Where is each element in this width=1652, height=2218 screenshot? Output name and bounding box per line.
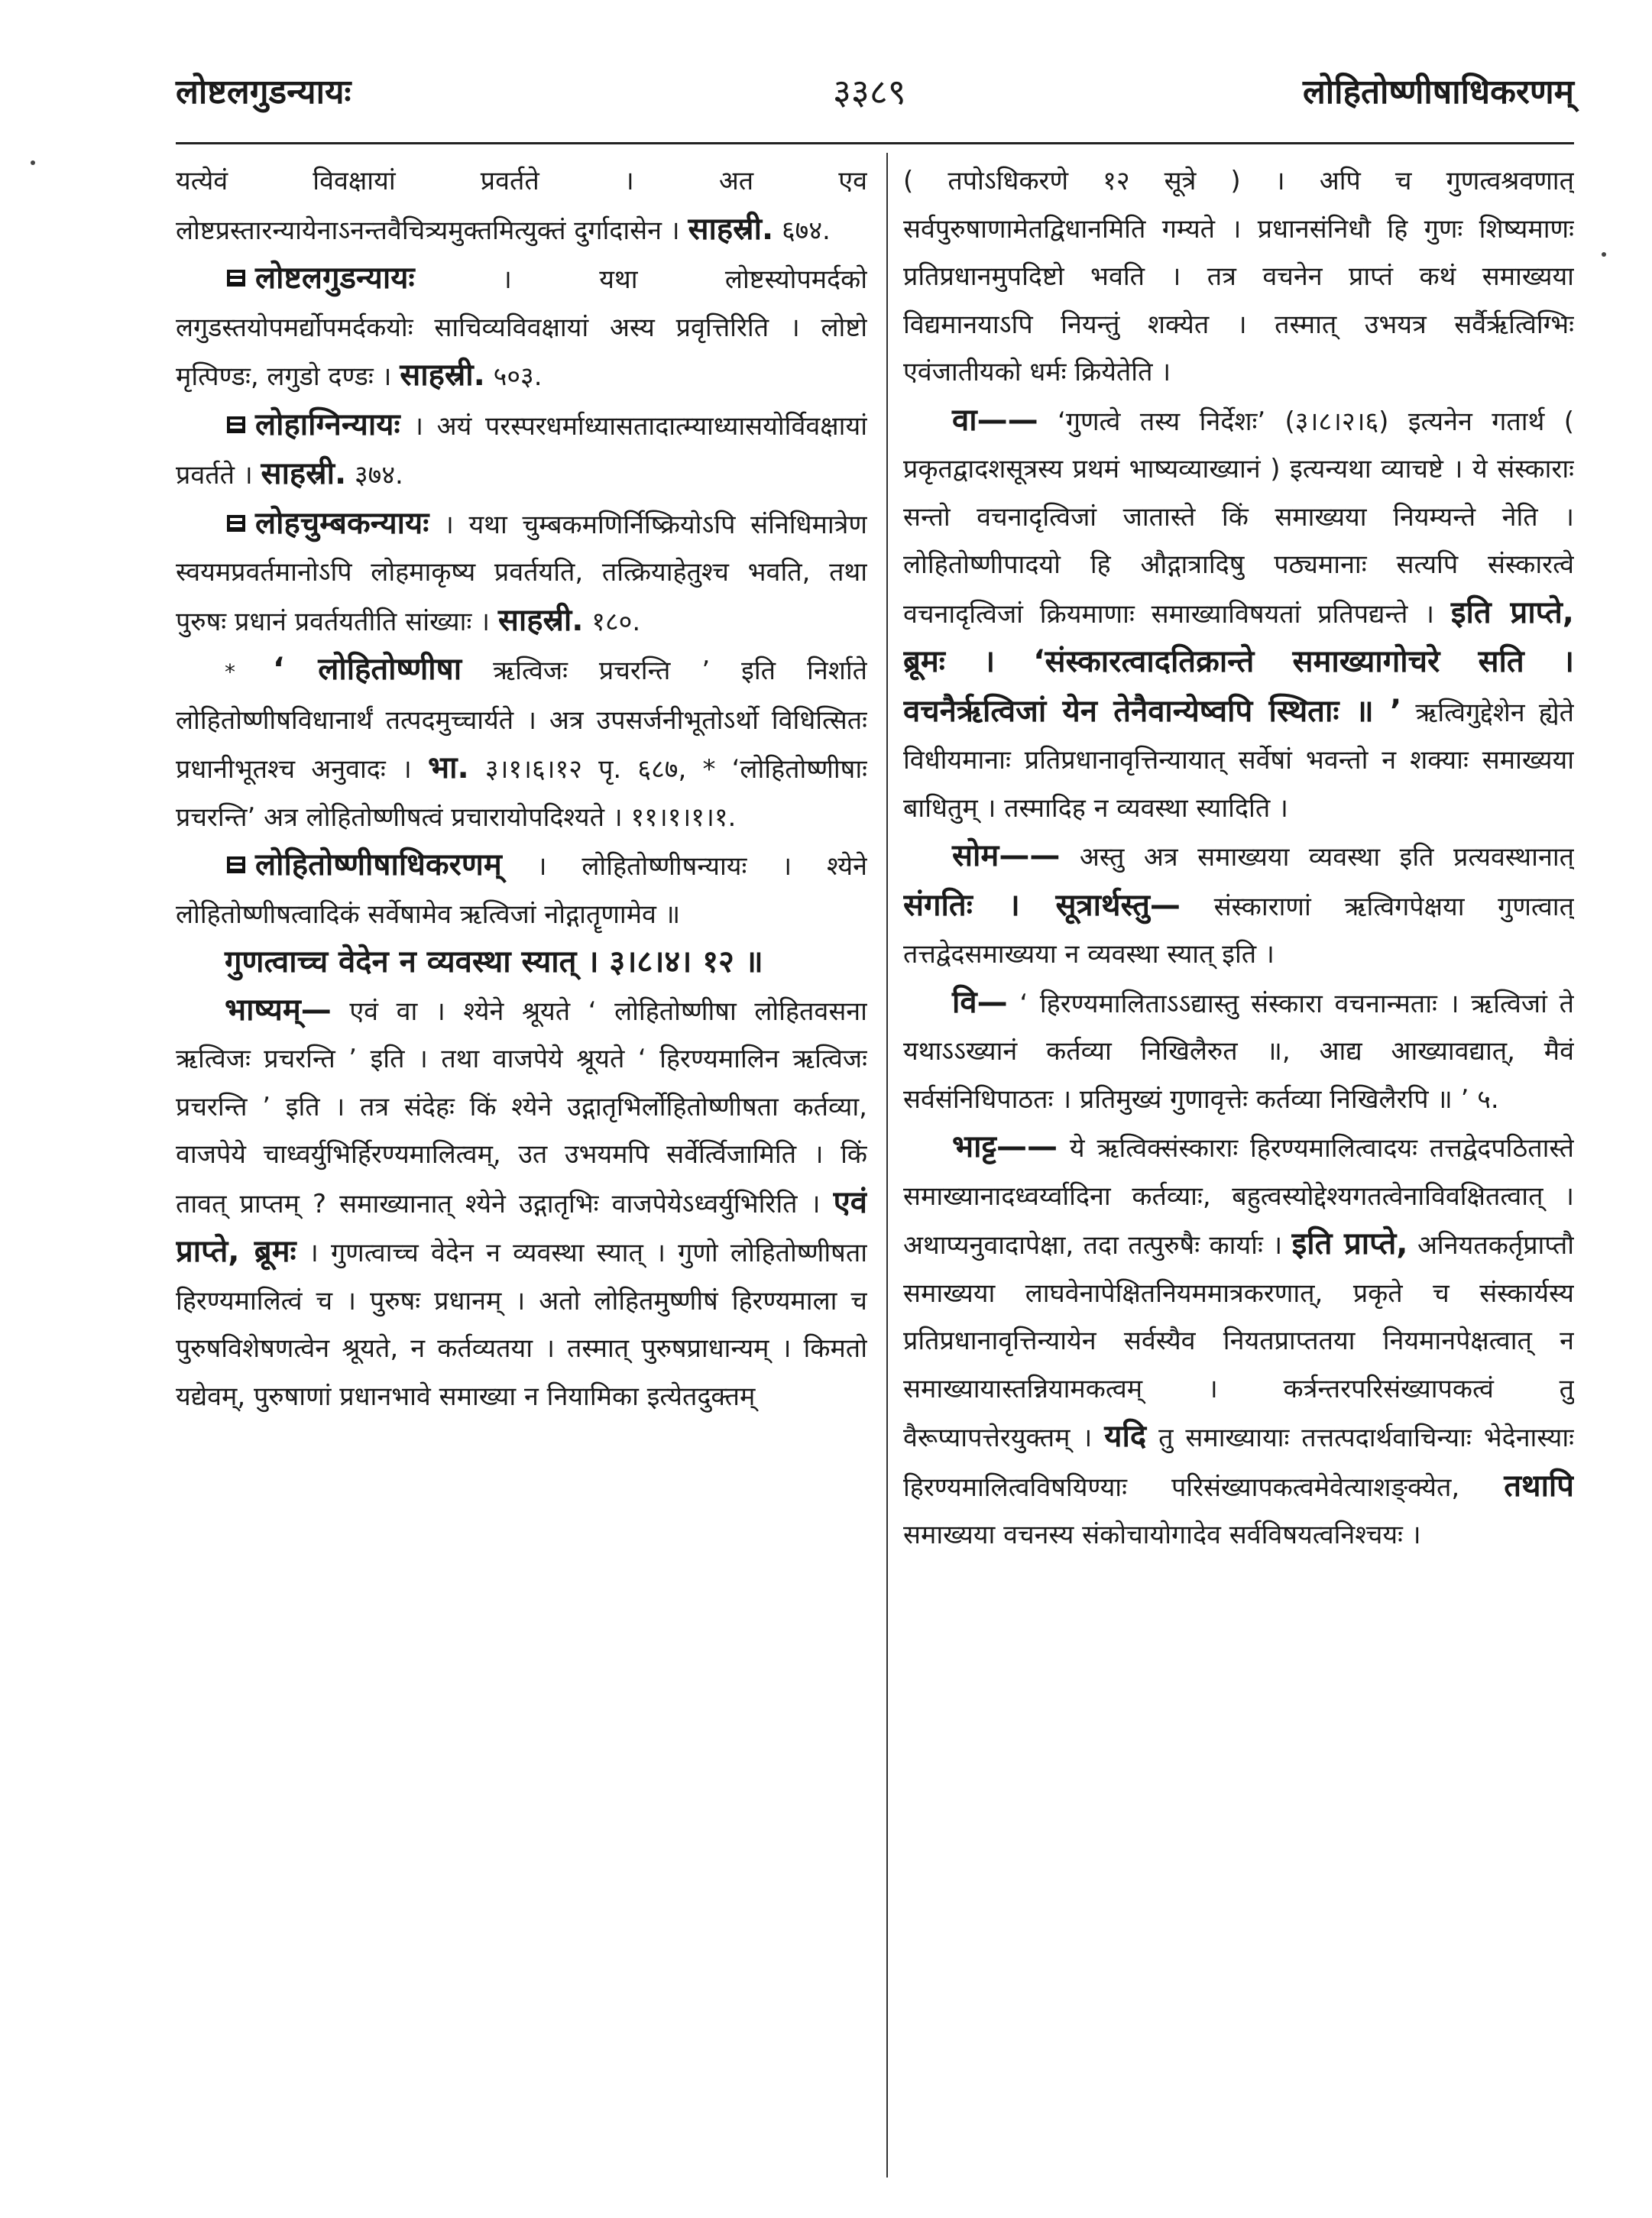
header-left-title: लोष्टलगुडन्यायः [176,73,351,112]
left-column [176,157,867,2174]
paragraph [903,1123,1574,1559]
paragraph [903,979,1574,1124]
text: संस्काराणां ऋत्विगपेक्षया गुणत्वात् तत्तद्वेदसमाख्यया न व्यवस्था स्यात् इति । [903,891,1574,970]
entry-title: लोहचुम्बकन्यायः [255,505,429,541]
text: ऋत्विजः प्रचरन्ति ’ इति निर्शाते लोहितोष्णीषविधानार्थं तत्पदमुच्चार्यते । अत्र उपसर्जनीभूतोऽर्थो विधित्सितः प्रधानीभूतश्च अनुवादः । [176,656,867,785]
entry-title: लोहाग्निन्यायः [255,406,400,442]
text: यत्येवं विवक्षायां प्रवर्तते । अत एव लोष्टप्रस्तारन्यायेनाऽनन्तवैचित्र्यमुक्तमित्युक्तं दुर्गादासेन । [176,166,867,246]
commentary-label: भाष्यम्— [225,992,332,1028]
paragraph [903,832,1574,979]
text: अस्तु अत्र समाख्यया व्यवस्था इति प्रत्यवस्थानात् [1079,842,1574,873]
text: अनियतकर्तृप्राप्तौ समाख्यया लाघवेनापेक्षितनियममात्रकरणात्, प्रकृते च संस्कार्यस्य प्रतिप्रधानावृत्तिन्यायेन सर्वस्यैव नियतप्राप्ततया नियमानपेक्षत्वात् न समाख्यायास्तन्नियामकत्वम् । कर्त्रन्तरपरिसंख्यापकत्वं तु वैरूप्यापत्तेरयुक्तम् । [903,1230,1574,1453]
right-column [903,157,1574,2174]
text: । गुणत्वाच्च वेदेन न व्यवस्था स्यात् । गुणो लोहितोष्णीषता हिरण्यमालित्वं च । पुरुषः प्रधानम् । अतो लोहितमुष्णीषं हिरण्यमाला च पुरुषविशेषणत्वेन श्रूयते, न कर्तव्यतया । तस्मात् पुरुषप्राधान्यम् । किमतो यद्येवम्, पुरुषाणां प्रधानभावे समाख्या न नियामिका इत्येतदुक्तम् [176,1238,867,1412]
emphasis: यदि [1104,1419,1147,1454]
scan-speck [1602,252,1606,257]
quote-title: ‘ लोहितोष्णीषा [272,652,462,687]
text: * ‘लोहितोष्णीषाः प्रचरन्ति’ अत्र लोहितोष्णीषत्वं प्रचारायोपदिश्यते । ११।१।१।१. [176,754,867,833]
nyaya-mark-icon [225,853,248,876]
source-label: भा. [427,750,469,785]
emphasis: संगतिः । सूत्रार्थस्तु— [903,887,1181,923]
column-divider [886,153,888,2178]
text: एवं वा । श्येने श्रूयते ‘ लोहितोष्णीषा लोहितवसना ऋत्विजः प्रचरन्ति ’ इति । तथा वाजपेये श्रूयते ‘ हिरण्यमालिन ऋत्विजः प्रचरन्ति ’ इति । तत्र संदेहः किं श्येने उद्गातृभिर्लोहितोष्णीषता कर्तव्या, वाजपेये चाध्वर्युभिर्हिरण्यमालित्वम्, उत उभयमपि सर्वेर्त्विजामिति । किं तावत् प्राप्तम् ? समाख्यानात् श्येने उद्गातृभिः वाजपेयेऽध्वर्युभिरिति । [176,996,867,1219]
source-number: १८०. [591,606,641,637]
source-label: साहस्री. [400,358,485,393]
entry-title: लोष्टलगुडन्यायः [255,261,415,296]
text: समाख्यया वचनस्य संकोचायोगादेव सर्वविषयत्वनिश्चयः । [903,1520,1421,1550]
source-label: साहस्री. [261,456,347,491]
text: । यथा चुम्बकमणिर्निष्क्रियोऽपि संनिधिमात्रेण स्वयमप्रवर्तमानोऽपि लोहमाकृष्य प्रवर्तयति, तत्क्रियाहेतुश्च भवति, तथा पुरुषः प्रधानं प्रवर्तयतीति सांख्याः । [176,509,867,637]
paragraph [176,841,867,938]
nyaya-mark-icon [225,267,248,290]
nyaya-mark-icon [225,413,248,436]
source-number: ६७४. [781,215,831,246]
page-header [176,61,1574,130]
emphasis: इति प्राप्ते, ब्रूमः । ‘संस्कारत्वादतिक्रान्ते समाख्यागोचरे सति । वचनैर्ऋत्विजां येन तेनैवान्येष्वपि स्थिताः ॥ ’ [903,594,1574,729]
commentary-label: भाट्ट—— [952,1129,1058,1164]
nyaya-mark-icon [225,512,248,535]
text: ‘ हिरण्यमालिताऽऽद्यास्तु संस्कारा वचनान्मताः । ऋत्विजां ते यथाऽऽख्यानं कर्तव्या निखिलैरुत ॥, आद्य आख्यावद्यात्, मैवं सर्वसंनिधिपाठतः । प्रतिमुख्यं गुणावृत्तेः कर्तव्या निखिलैरपि ॥ ’ ५. [903,988,1574,1115]
text: ये ऋत्विक्संस्काराः हिरण्यमालित्वादयः तत्तद्वेदपठितास्ते समाख्यानादध्वर्य्वादिना कर्तव्याः, बहुत्वस्योद्देश्यगतत्वेनाविवक्षितत्वात् । अथाप्यनुवादापेक्षा, तदा तत्पुरुषैः कार्याः । [903,1133,1574,1261]
commentary-label: वि— [952,984,1008,1020]
emphasis: तथापि [1504,1468,1574,1504]
source-ref: ३।१।६।१२ पृ. ६८७, [484,754,687,785]
text: ( तपोऽधिकरणे १२ सूत्रे ) । अपि च गुणत्वश्रवणात् सर्वपुरुषाणामेतद्विधानमिति गम्यते । प्रधानसंनिधौ हि गुणः शिष्यमाणः प्रतिप्रधानमुपदिष्टो भवति । तत्र वचनेन प्राप्तं कथं समाख्यया विद्यमानयाऽपि नियन्तुं शक्येत । तस्मात् उभयत्र सर्वैर्ऋत्विग्भिः एवंजातीयको धर्मः क्रियेतेति । [903,166,1574,387]
paragraph [176,646,867,841]
source-number: ५०३. [493,361,543,392]
paragraph [903,157,1574,397]
paragraph [176,986,867,1421]
text: । अयं परस्परधर्माध्यासतादात्म्याध्यासयोर्विवक्षायां प्रवर्तते । [176,410,867,491]
header-right-title: लोहितोष्णीषाधिकरणम् [1302,73,1574,112]
page-number: ३३८९ [833,71,906,112]
source-label: साहस्री. [688,211,774,247]
text: ‘गुणत्वे तस्य निर्देशः’ (३।८।२।६) इत्यनेन गतार्थ ( प्रकृतद्वादशसूत्रस्य प्रथमं भाष्यव्याख्यानं ) इत्यन्यथा व्याचष्टे । ये संस्काराः सन्तो वचनादृत्विजां जातास्ते किं समाख्यया नियम्यन्ते नेति । लोहितोष्णीपादयो हि औद्गात्रादिषु पठ्यमानाः सत्यपि संस्कारत्वे वचनादृत्विजां क्रियमाणाः समाख्याविषयतां प्रतिपद्यन्ते । [903,406,1574,630]
paragraph [176,157,867,254]
text: ऋत्विगुद्देशेन ह्येते विधीयमानाः प्रतिप्रधानावृत्तिन्यायात् सर्वेषां भवन्तो न शक्याः समाख्यया बाधितुम् । तस्मादिह न व्यवस्था स्यादिति । [903,697,1574,824]
emphasis: इति प्राप्ते, [1291,1226,1408,1261]
text: । लोहितोष्णीषन्यायः । श्येने लोहितोष्णीषत्वादिकं सर्वेषामेव ऋत्विजां नोद्गातॄणामेव ॥ [176,851,867,930]
commentary-label: वा—— [952,402,1038,438]
star-mark: * [225,659,235,685]
paragraph [176,254,867,401]
header-rule [176,142,1574,144]
source-number: ३७४. [354,460,403,491]
source-label: साहस्री. [497,602,584,638]
scan-speck [31,160,35,165]
text: तु समाख्यायाः तत्तत्पदार्थवाचिन्याः भेदेनास्याः हिरण्यमालित्वविषयिण्याः परिसंख्यापकत्वमेवेत्याशङ्क्येत, [903,1423,1574,1503]
commentary-label: सोम—— [952,838,1061,873]
paragraph [176,500,867,646]
text: । यथा लोष्टस्योपमर्दको लगुडस्तयोपमर्द्योपमर्दकयोः साचिव्यविवक्षायां अस्य प्रवृत्तिरिति । लोष्टो मृत्पिण्डः, लगुडो दण्डः । [176,264,867,392]
paragraph [903,397,1574,833]
paragraph [176,401,867,500]
emphasis: एवं प्राप्ते, ब्रूमः [176,1184,867,1269]
entry-title: लोहितोष्णीषाधिकरणम् [255,847,502,882]
sutra-line: गुणत्वाच्च वेदेन न व्यवस्था स्यात् । ३।८।४। १२ ॥ [225,944,763,979]
